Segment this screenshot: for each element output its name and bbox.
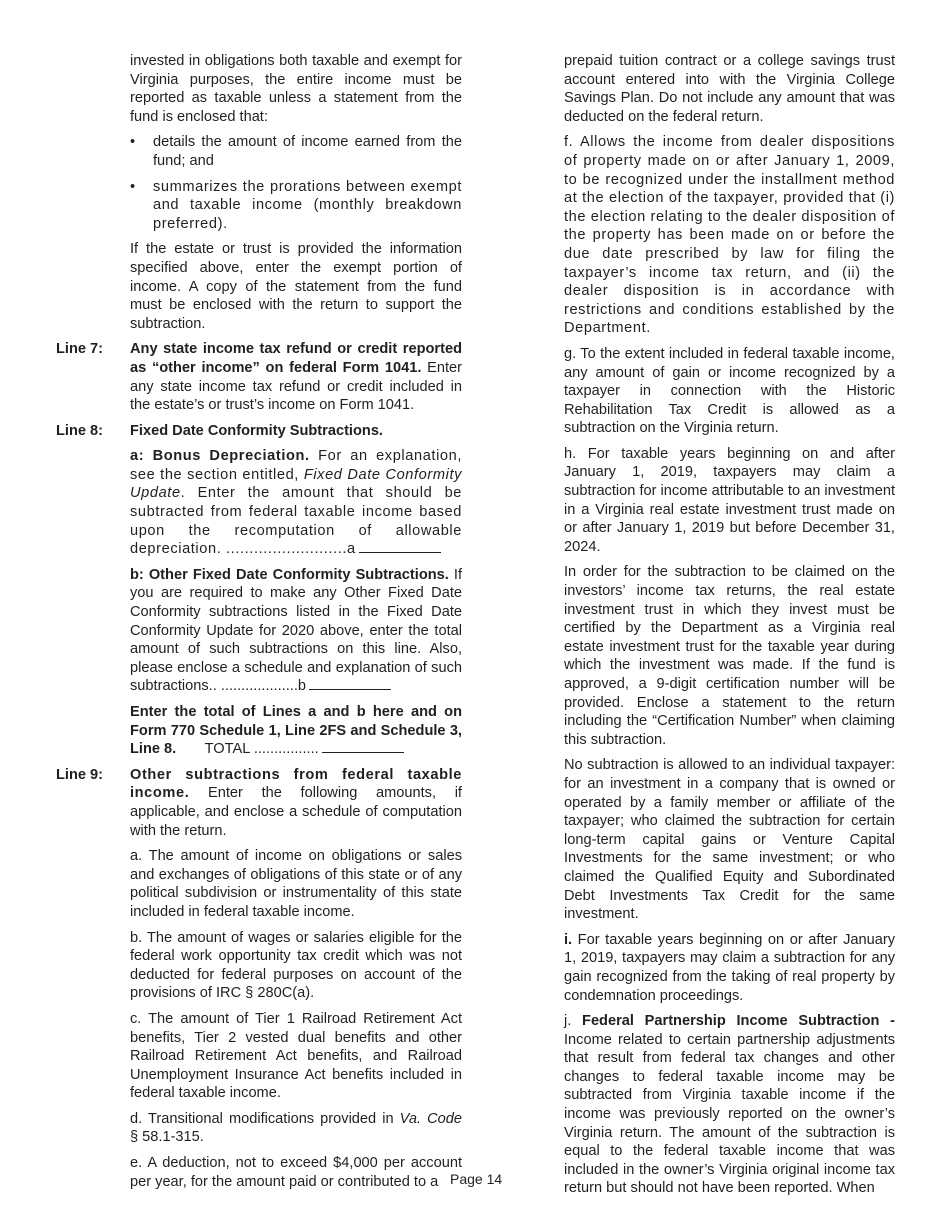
line-9i-text: For taxable years beginning on or after January 1, 2019, taxpayers may claim a subtraction for any gain recognized from the taking of real property by condemnation proceedings.: [564, 931, 895, 1004]
line-8a-heading: a: Bonus Depreciation.: [130, 448, 310, 465]
line-8a-blank[interactable]: [359, 540, 441, 553]
line-8-heading: Fixed Date Conformity Subtractions.: [130, 422, 383, 439]
line-9f-paragraph: f. Allows the income from dealer dispositions of property made on or after January 1, 2009, to be recognized under the installment method at the election of the taxpayer, provided that (i) the election relating to the dealer disposition of the property has been made on or before the due date prescribed by law for filing the taxpayer’s income tax return, and (ii) the dealer disposition is in accordance with restrictions and conditions established by the Department.: [564, 134, 895, 337]
line-9b-paragraph: b. The amount of wages or salaries eligible for the federal work opportunity tax credit which was not deducted for federal purposes on account of the provisions of IRC § 280C(a).: [130, 929, 462, 1002]
intro-paragraph: invested in obligations both taxable and exempt for Virginia purposes, the entire income must be reported as taxable unless a statement from the fund is enclosed that:: [130, 53, 462, 125]
line-8a-text-2: . Enter the amount that should be subtracted from federal taxable income based upon the recomputation of allowable depreciation.: [130, 485, 462, 558]
line-9i-label: i.: [564, 931, 573, 948]
bullet-icon: •: [130, 178, 136, 195]
line-9h-restrictions-paragraph: No subtraction is allowed to an individual taxpayer: for an investment in a company that is owned or operated by a family member or affiliate of the taxpayer; who claimed the subtraction for certain long-term capital gains or Venture Capital Investments for the same investment; or who claimed the Qualified Equity and Subordinated Debt Investments Tax Credit for the same investment.: [564, 757, 895, 923]
line-9-label: Line 9:: [56, 766, 104, 783]
line-9a-paragraph: a. The amount of income on obligations or sales and exchanges of obligations of this state or of any political subdivision or instrumentality of this state included in federal taxable income.: [130, 848, 462, 920]
line-9d-tail: § 58.1-315.: [130, 1129, 204, 1146]
line-8b-heading: b: Other Fixed Date Conformity Subtractions.: [130, 566, 449, 583]
bullet-item: [130, 133, 462, 170]
right-column: [564, 52, 895, 1205]
line-8-section: [56, 422, 462, 441]
line-9-text: Enter the following amounts, if applicable, and enclose a schedule of computation with the return.: [130, 785, 462, 839]
line-9d-text: d. Transitional modifications provided in: [130, 1110, 400, 1127]
line-8a-text: For an explanation, see the section entitled,: [130, 448, 462, 483]
line-9g-paragraph: g. To the extent included in federal taxable income, any amount of gain or income recognized by a taxpayer in connection with the Historic Rehabilitation Tax Credit is allowed as a subtraction on the Virginia return.: [564, 345, 895, 437]
line-9-section: [56, 766, 462, 840]
after-bullets-paragraph: If the estate or trust is provided the information specified above, enter the exempt portion of income. A copy of the statement from the fund must be enclosed with the return to support the subtraction.: [130, 241, 462, 332]
line-8-label: Line 8:: [56, 422, 104, 439]
line-7-section: [56, 340, 462, 414]
line-8-total-paragraph: [130, 703, 462, 759]
page-number: Page 14: [450, 1171, 503, 1187]
line-9c-paragraph: c. The amount of Tier 1 Railroad Retirement Act benefits, Tier 2 vested dual benefits and other Railroad Retirement Act benefits, and Railroad Unemployment Insurance Act benefits included in federal taxable income.: [130, 1010, 462, 1102]
line-9d-paragraph: [130, 1110, 462, 1147]
bullet-item: [130, 178, 462, 234]
line-9d-italic: Va. Code: [399, 1110, 462, 1127]
line-8-total-instruction: Enter the total of Lines a and b here and on Form 770 Schedule 1, Line 2FS and Schedule 3, Line 8.: [130, 704, 462, 758]
line-7-heading: Any state income tax refund or credit reported as “other income” on federal Form 1041.: [130, 341, 462, 376]
line-8a-italic: Fixed Date Conformity Update: [130, 466, 462, 502]
line-9-heading: Other subtractions from federal taxable income.: [130, 766, 462, 802]
line-8b-text: If you are required to make any Other Fixed Date Conformity subtractions listed in the Fixed Date Conformity Update for 2020 above, enter the total amount of such subtractions on this line. Also, please enclose a schedule and explanation of such subtractions..: [130, 566, 462, 695]
line-9h-paragraph: h. For taxable years beginning on and after January 1, 2019, taxpayers may claim a subtraction for income attributable to an investment in a Virginia real estate investment trust made on or after January 1, 2019 but before December 31, 2024.: [564, 445, 895, 555]
bullet-text: summarizes the prorations between exempt and taxable income (monthly breakdown preferred).: [153, 178, 462, 232]
line-8a-paragraph: [130, 447, 462, 559]
line-8a-leader: ..........................a: [221, 541, 356, 558]
line-8b-blank[interactable]: [309, 677, 391, 690]
line-8-total-blank[interactable]: [322, 740, 404, 753]
line-7-label: Line 7:: [56, 341, 104, 358]
line-9h-certification-paragraph: In order for the subtraction to be claimed on the investors’ income tax returns, the real estate investment trust in which they invest must be certified by the Department as a Virginia real estate investment trust for the taxable year during which the investment was made. If the fund is approved, a 9-digit certification number will be provided. Enclose a statement to the return including the “Certification Number” when claiming this subtraction.: [564, 564, 895, 748]
line-9i-paragraph: [564, 931, 895, 1005]
line-9e-continued: prepaid tuition contract or a college savings trust account entered into with the Virginia College Savings Plan. Do not include any amount that was deducted on the federal return.: [564, 53, 895, 125]
line-8b-leader: ...................b: [216, 678, 307, 695]
line-8b-paragraph: [130, 566, 462, 696]
line-9e-paragraph: e. A deduction, not to exceed $4,000 per account per year, for the amount paid or contributed to a: [130, 1155, 462, 1190]
left-column: [56, 52, 462, 1198]
bullet-icon: •: [130, 134, 136, 151]
line-8-total-leader: TOTAL ................: [204, 741, 319, 758]
line-9j-heading: Federal Partnership Income Subtraction -: [582, 1013, 895, 1030]
line-9j-text: Income related to certain partnership adjustments that result from federal tax changes and other changes to federal taxable income may be subtracted from Virginia taxable income if the income was previously reported on the owner’s Virginia return. The amount of the subtraction is equal to the federal taxable income that was included in the owner’s Virginia original income tax return but should not have been reported. When: [564, 1031, 895, 1197]
bullet-text: details the amount of income earned from the fund; and: [153, 134, 462, 169]
line-9j-paragraph: [564, 1012, 895, 1198]
line-7-text: Enter any state income tax refund or credit included in the estate’s or trust’s income on Form 1041.: [130, 359, 463, 414]
line-9j-label: j.: [564, 1013, 583, 1030]
